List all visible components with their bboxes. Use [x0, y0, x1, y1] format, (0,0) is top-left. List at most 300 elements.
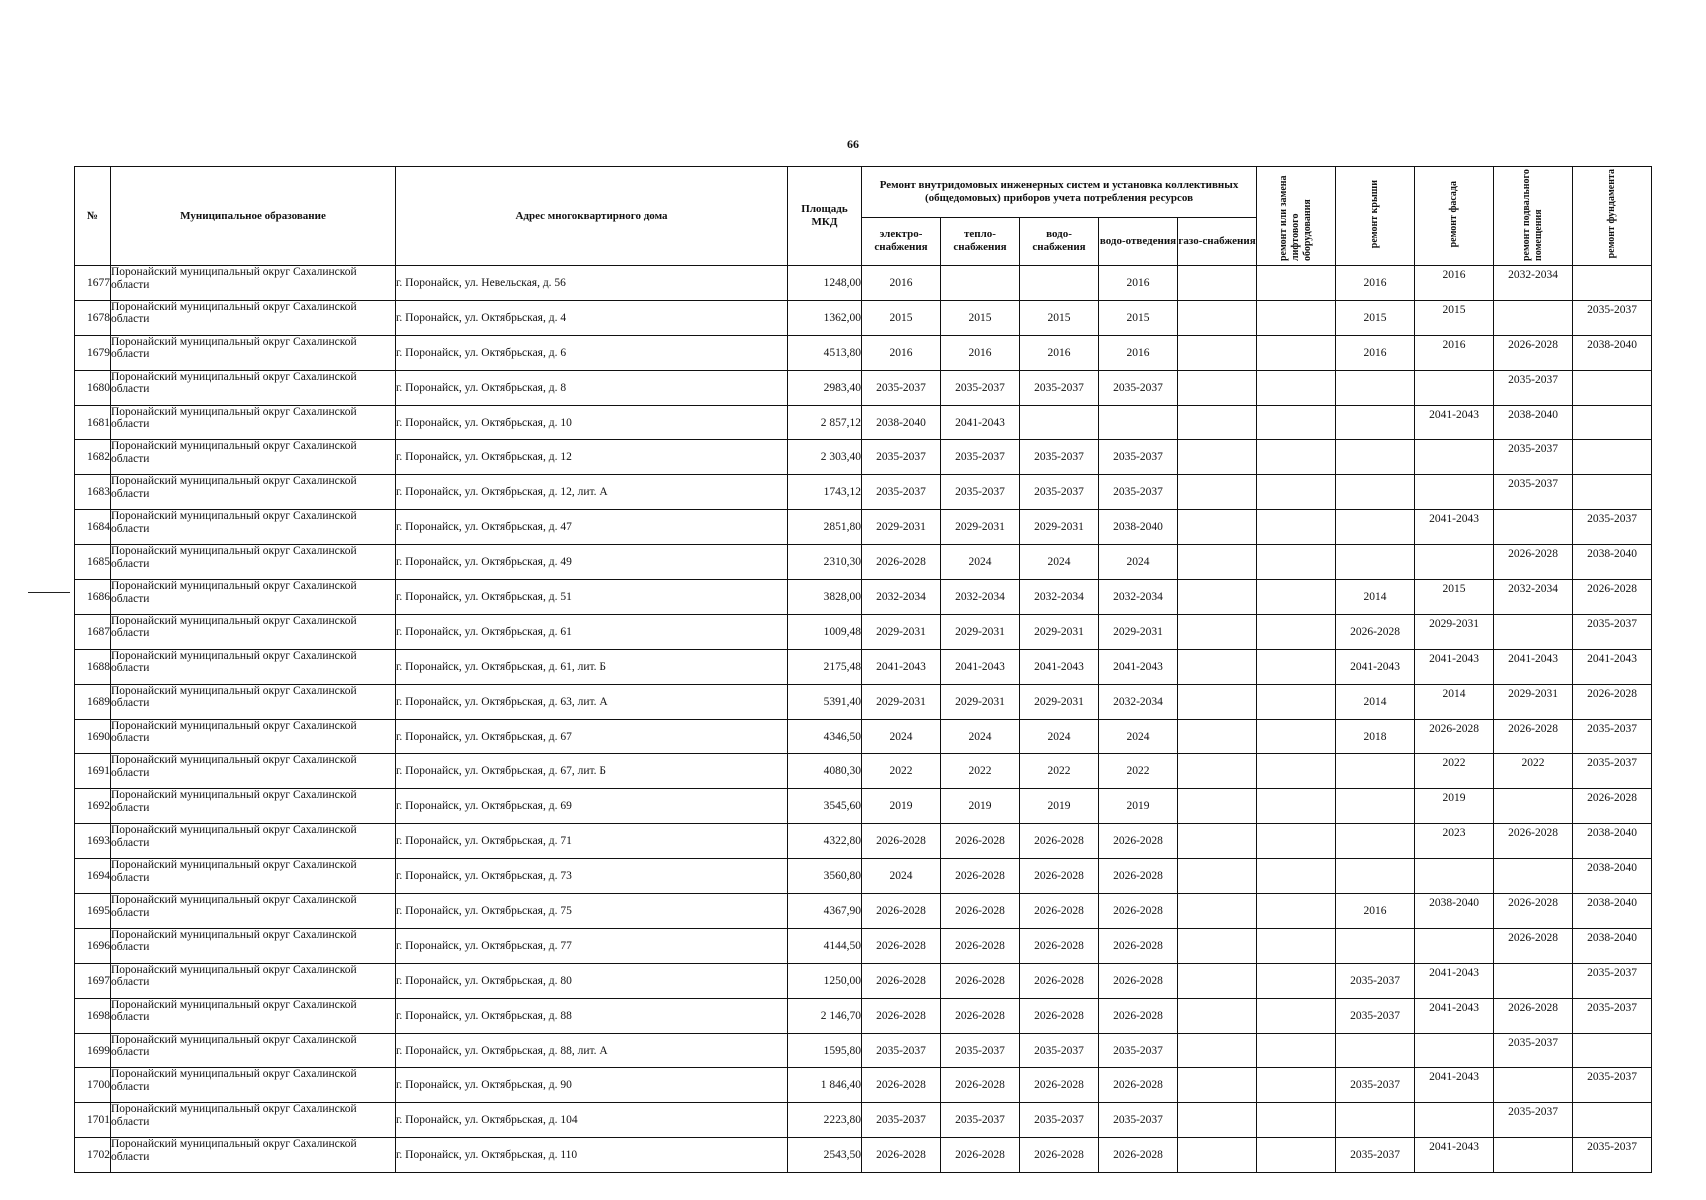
- facade-cell: 2041-2043: [1415, 998, 1494, 1033]
- area-cell: 1248,00: [788, 266, 862, 301]
- sewage-cell: 2035-2037: [1099, 1103, 1178, 1138]
- sewage-cell: 2015: [1099, 300, 1178, 335]
- address-cell: г. Поронайск, ул. Октябрьская, д. 12, лит. А: [396, 475, 788, 510]
- facade-cell: 2022: [1415, 754, 1494, 789]
- roof-cell: [1336, 1103, 1415, 1138]
- row-number: 1692: [75, 789, 111, 824]
- table-row: [75, 1103, 1652, 1138]
- sewage-cell: 2026-2028: [1099, 963, 1178, 998]
- heat-cell: 2041-2043: [941, 405, 1020, 440]
- table-row: [75, 894, 1652, 929]
- heat-cell: [941, 266, 1020, 301]
- foundation-cell: [1573, 1103, 1652, 1138]
- heat-cell: 2024: [941, 719, 1020, 754]
- electricity-cell: 2032-2034: [862, 580, 941, 615]
- basement-cell: 2035-2037: [1494, 1103, 1573, 1138]
- municipality-cell: Поронайский муниципальный округ Сахалинской области: [111, 754, 396, 789]
- table-body: [75, 266, 1652, 1173]
- area-cell: 3545,60: [788, 789, 862, 824]
- area-cell: 3828,00: [788, 580, 862, 615]
- header-address: Адрес многоквартирного дома: [396, 167, 788, 266]
- foundation-cell: [1573, 440, 1652, 475]
- area-cell: 4322,80: [788, 824, 862, 859]
- electricity-cell: 2016: [862, 266, 941, 301]
- water-cell: 2019: [1020, 789, 1099, 824]
- electricity-cell: 2019: [862, 789, 941, 824]
- gas-cell: [1178, 859, 1257, 894]
- water-cell: 2022: [1020, 754, 1099, 789]
- water-cell: 2029-2031: [1020, 510, 1099, 545]
- facade-cell: 2041-2043: [1415, 510, 1494, 545]
- elevator-cell: [1257, 1138, 1336, 1173]
- row-number: 1684: [75, 510, 111, 545]
- area-cell: 4080,30: [788, 754, 862, 789]
- row-number: 1700: [75, 1068, 111, 1103]
- row-number: 1679: [75, 335, 111, 370]
- sewage-cell: 2026-2028: [1099, 894, 1178, 929]
- electricity-cell: 2035-2037: [862, 1103, 941, 1138]
- table-row: [75, 1033, 1652, 1068]
- table-row: [75, 510, 1652, 545]
- sewage-cell: 2026-2028: [1099, 824, 1178, 859]
- basement-cell: 2026-2028: [1494, 928, 1573, 963]
- foundation-cell: [1573, 370, 1652, 405]
- row-number: 1680: [75, 370, 111, 405]
- area-cell: 2310,30: [788, 545, 862, 580]
- basement-cell: [1494, 510, 1573, 545]
- basement-cell: 2026-2028: [1494, 335, 1573, 370]
- heat-cell: 2026-2028: [941, 894, 1020, 929]
- address-cell: г. Поронайск, ул. Октябрьская, д. 110: [396, 1138, 788, 1173]
- water-cell: 2024: [1020, 719, 1099, 754]
- header-facade-label: ремонт фасада: [1448, 180, 1460, 248]
- facade-cell: 2016: [1415, 335, 1494, 370]
- water-cell: 2026-2028: [1020, 1068, 1099, 1103]
- municipality-cell: Поронайский муниципальный округ Сахалинской области: [111, 684, 396, 719]
- sewage-cell: 2035-2037: [1099, 1033, 1178, 1068]
- foundation-cell: 2035-2037: [1573, 754, 1652, 789]
- header-roof: [1336, 167, 1415, 266]
- water-cell: 2015: [1020, 300, 1099, 335]
- table-row: [75, 370, 1652, 405]
- gas-cell: [1178, 1068, 1257, 1103]
- gas-cell: [1178, 545, 1257, 580]
- heat-cell: 2015: [941, 300, 1020, 335]
- roof-cell: [1336, 789, 1415, 824]
- sewage-cell: 2032-2034: [1099, 580, 1178, 615]
- facade-cell: [1415, 545, 1494, 580]
- sewage-cell: 2035-2037: [1099, 370, 1178, 405]
- area-cell: 4346,50: [788, 719, 862, 754]
- row-number: 1691: [75, 754, 111, 789]
- municipality-cell: Поронайский муниципальный округ Сахалинской области: [111, 1068, 396, 1103]
- facade-cell: 2019: [1415, 789, 1494, 824]
- row-number: 1693: [75, 824, 111, 859]
- area-cell: 1743,12: [788, 475, 862, 510]
- basement-cell: 2041-2043: [1494, 649, 1573, 684]
- area-cell: 2223,80: [788, 1103, 862, 1138]
- elevator-cell: [1257, 545, 1336, 580]
- heat-cell: 2026-2028: [941, 1138, 1020, 1173]
- foundation-cell: 2035-2037: [1573, 614, 1652, 649]
- basement-cell: 2026-2028: [1494, 545, 1573, 580]
- facade-cell: [1415, 1033, 1494, 1068]
- address-cell: г. Поронайск, ул. Октябрьская, д. 61, лит. Б: [396, 649, 788, 684]
- water-cell: 2041-2043: [1020, 649, 1099, 684]
- heat-cell: 2026-2028: [941, 1068, 1020, 1103]
- electricity-cell: 2024: [862, 719, 941, 754]
- roof-cell: [1336, 475, 1415, 510]
- address-cell: г. Поронайск, ул. Октябрьская, д. 47: [396, 510, 788, 545]
- sewage-cell: 2019: [1099, 789, 1178, 824]
- area-cell: 1362,00: [788, 300, 862, 335]
- facade-cell: [1415, 928, 1494, 963]
- heat-cell: 2024: [941, 545, 1020, 580]
- electricity-cell: 2026-2028: [862, 928, 941, 963]
- municipality-cell: Поронайский муниципальный округ Сахалинской области: [111, 789, 396, 824]
- sewage-cell: 2026-2028: [1099, 1068, 1178, 1103]
- row-number: 1701: [75, 1103, 111, 1138]
- foundation-cell: 2035-2037: [1573, 300, 1652, 335]
- electricity-cell: 2026-2028: [862, 1138, 941, 1173]
- water-cell: 2035-2037: [1020, 475, 1099, 510]
- municipality-cell: Поронайский муниципальный округ Сахалинской области: [111, 300, 396, 335]
- address-cell: г. Поронайск, ул. Октябрьская, д. 88: [396, 998, 788, 1033]
- facade-cell: 2023: [1415, 824, 1494, 859]
- elevator-cell: [1257, 1068, 1336, 1103]
- gas-cell: [1178, 510, 1257, 545]
- address-cell: г. Поронайск, ул. Октябрьская, д. 75: [396, 894, 788, 929]
- elevator-cell: [1257, 928, 1336, 963]
- foundation-cell: 2035-2037: [1573, 510, 1652, 545]
- gas-cell: [1178, 928, 1257, 963]
- address-cell: г. Поронайск, ул. Октябрьская, д. 63, лит. А: [396, 684, 788, 719]
- sewage-cell: 2026-2028: [1099, 928, 1178, 963]
- water-cell: 2029-2031: [1020, 684, 1099, 719]
- water-cell: 2026-2028: [1020, 859, 1099, 894]
- electricity-cell: 2016: [862, 335, 941, 370]
- heat-cell: 2035-2037: [941, 440, 1020, 475]
- row-number: 1688: [75, 649, 111, 684]
- address-cell: г. Поронайск, ул. Октябрьская, д. 6: [396, 335, 788, 370]
- header-roof-label: ремонт крыши: [1369, 179, 1381, 249]
- foundation-cell: [1573, 405, 1652, 440]
- header-heat: тепло-снабжения: [941, 217, 1020, 265]
- address-cell: г. Поронайск, ул. Октябрьская, д. 67, лит. Б: [396, 754, 788, 789]
- municipality-cell: Поронайский муниципальный округ Сахалинской области: [111, 859, 396, 894]
- water-cell: 2035-2037: [1020, 1033, 1099, 1068]
- roof-cell: 2041-2043: [1336, 649, 1415, 684]
- gas-cell: [1178, 894, 1257, 929]
- address-cell: г. Поронайск, ул. Октябрьская, д. 90: [396, 1068, 788, 1103]
- elevator-cell: [1257, 684, 1336, 719]
- address-cell: г. Поронайск, ул. Октябрьская, д. 67: [396, 719, 788, 754]
- heat-cell: 2026-2028: [941, 963, 1020, 998]
- electricity-cell: 2026-2028: [862, 1068, 941, 1103]
- foundation-cell: [1573, 1033, 1652, 1068]
- row-number: 1697: [75, 963, 111, 998]
- roof-cell: 2035-2037: [1336, 998, 1415, 1033]
- heat-cell: 2035-2037: [941, 475, 1020, 510]
- sewage-cell: [1099, 405, 1178, 440]
- roof-cell: 2035-2037: [1336, 1138, 1415, 1173]
- header-facade: [1415, 167, 1494, 266]
- row-number: 1685: [75, 545, 111, 580]
- gas-cell: [1178, 719, 1257, 754]
- area-cell: 4144,50: [788, 928, 862, 963]
- electricity-cell: 2035-2037: [862, 475, 941, 510]
- table-row: [75, 545, 1652, 580]
- gas-cell: [1178, 684, 1257, 719]
- gas-cell: [1178, 335, 1257, 370]
- address-cell: г. Поронайск, ул. Невельская, д. 56: [396, 266, 788, 301]
- sewage-cell: 2038-2040: [1099, 510, 1178, 545]
- heat-cell: 2026-2028: [941, 998, 1020, 1033]
- roof-cell: [1336, 405, 1415, 440]
- basement-cell: [1494, 1138, 1573, 1173]
- municipality-cell: Поронайский муниципальный округ Сахалинской области: [111, 335, 396, 370]
- basement-cell: 2022: [1494, 754, 1573, 789]
- roof-cell: 2035-2037: [1336, 1068, 1415, 1103]
- foundation-cell: 2035-2037: [1573, 998, 1652, 1033]
- sewage-cell: 2024: [1099, 719, 1178, 754]
- table-row: [75, 440, 1652, 475]
- facade-cell: 2026-2028: [1415, 719, 1494, 754]
- basement-cell: 2035-2037: [1494, 475, 1573, 510]
- roof-cell: [1336, 545, 1415, 580]
- address-cell: г. Поронайск, ул. Октябрьская, д. 88, лит. А: [396, 1033, 788, 1068]
- elevator-cell: [1257, 300, 1336, 335]
- area-cell: 2 857,12: [788, 405, 862, 440]
- water-cell: 2029-2031: [1020, 614, 1099, 649]
- foundation-cell: 2035-2037: [1573, 1068, 1652, 1103]
- facade-cell: 2041-2043: [1415, 963, 1494, 998]
- table-row: [75, 300, 1652, 335]
- water-cell: 2026-2028: [1020, 1138, 1099, 1173]
- table-row: [75, 859, 1652, 894]
- row-number: 1695: [75, 894, 111, 929]
- gas-cell: [1178, 789, 1257, 824]
- table-row: [75, 928, 1652, 963]
- area-cell: 1 846,40: [788, 1068, 862, 1103]
- elevator-cell: [1257, 370, 1336, 405]
- table-row: [75, 266, 1652, 301]
- gas-cell: [1178, 963, 1257, 998]
- row-number: 1699: [75, 1033, 111, 1068]
- roof-cell: [1336, 1033, 1415, 1068]
- electricity-cell: 2022: [862, 754, 941, 789]
- water-cell: 2026-2028: [1020, 998, 1099, 1033]
- roof-cell: [1336, 859, 1415, 894]
- roof-cell: 2016: [1336, 335, 1415, 370]
- basement-cell: 2035-2037: [1494, 370, 1573, 405]
- electricity-cell: 2029-2031: [862, 510, 941, 545]
- water-cell: 2026-2028: [1020, 963, 1099, 998]
- row-number: 1698: [75, 998, 111, 1033]
- header-num: №: [75, 167, 111, 266]
- facade-cell: [1415, 475, 1494, 510]
- header-engineering-group: Ремонт внутридомовых инженерных систем и установка коллективных (общедомовых) приборов учета потребления ресурсов: [862, 167, 1257, 218]
- municipality-cell: Поронайский муниципальный округ Сахалинской области: [111, 440, 396, 475]
- electricity-cell: 2026-2028: [862, 824, 941, 859]
- facade-cell: 2029-2031: [1415, 614, 1494, 649]
- row-number: 1702: [75, 1138, 111, 1173]
- foundation-cell: 2038-2040: [1573, 824, 1652, 859]
- roof-cell: [1336, 824, 1415, 859]
- gas-cell: [1178, 614, 1257, 649]
- area-cell: 2175,48: [788, 649, 862, 684]
- municipality-cell: Поронайский муниципальный округ Сахалинской области: [111, 510, 396, 545]
- elevator-cell: [1257, 998, 1336, 1033]
- header-basement-label: ремонт подвального помещения: [1521, 169, 1545, 261]
- elevator-cell: [1257, 789, 1336, 824]
- municipality-cell: Поронайский муниципальный округ Сахалинской области: [111, 894, 396, 929]
- address-cell: г. Поронайск, ул. Октябрьская, д. 10: [396, 405, 788, 440]
- foundation-cell: 2035-2037: [1573, 1138, 1652, 1173]
- heat-cell: 2029-2031: [941, 614, 1020, 649]
- electricity-cell: 2026-2028: [862, 545, 941, 580]
- table-row: [75, 1138, 1652, 1173]
- elevator-cell: [1257, 510, 1336, 545]
- area-cell: 1250,00: [788, 963, 862, 998]
- table-row: [75, 580, 1652, 615]
- elevator-cell: [1257, 859, 1336, 894]
- elevator-cell: [1257, 719, 1336, 754]
- heat-cell: 2022: [941, 754, 1020, 789]
- foundation-cell: 2026-2028: [1573, 684, 1652, 719]
- table-row: [75, 754, 1652, 789]
- municipality-cell: Поронайский муниципальный округ Сахалинской области: [111, 719, 396, 754]
- electricity-cell: 2035-2037: [862, 1033, 941, 1068]
- basement-cell: [1494, 859, 1573, 894]
- table-row: [75, 1068, 1652, 1103]
- sewage-cell: 2035-2037: [1099, 440, 1178, 475]
- roof-cell: [1336, 510, 1415, 545]
- roof-cell: 2014: [1336, 684, 1415, 719]
- facade-cell: 2038-2040: [1415, 894, 1494, 929]
- basement-cell: 2026-2028: [1494, 824, 1573, 859]
- row-number: 1696: [75, 928, 111, 963]
- heat-cell: 2026-2028: [941, 824, 1020, 859]
- heat-cell: 2029-2031: [941, 684, 1020, 719]
- electricity-cell: 2026-2028: [862, 894, 941, 929]
- elevator-cell: [1257, 614, 1336, 649]
- area-cell: 2851,80: [788, 510, 862, 545]
- foundation-cell: 2035-2037: [1573, 963, 1652, 998]
- area-cell: 1009,48: [788, 614, 862, 649]
- facade-cell: [1415, 859, 1494, 894]
- area-cell: 2983,40: [788, 370, 862, 405]
- sewage-cell: 2029-2031: [1099, 614, 1178, 649]
- gas-cell: [1178, 649, 1257, 684]
- address-cell: г. Поронайск, ул. Октябрьская, д. 8: [396, 370, 788, 405]
- municipality-cell: Поронайский муниципальный округ Сахалинской области: [111, 824, 396, 859]
- elevator-cell: [1257, 754, 1336, 789]
- foundation-cell: 2038-2040: [1573, 928, 1652, 963]
- municipality-cell: Поронайский муниципальный округ Сахалинской области: [111, 1138, 396, 1173]
- facade-cell: 2015: [1415, 300, 1494, 335]
- heat-cell: 2016: [941, 335, 1020, 370]
- area-cell: 2 303,40: [788, 440, 862, 475]
- facade-cell: 2041-2043: [1415, 649, 1494, 684]
- municipality-cell: Поронайский муниципальный округ Сахалинской области: [111, 475, 396, 510]
- area-cell: 2 146,70: [788, 998, 862, 1033]
- address-cell: г. Поронайск, ул. Октябрьская, д. 12: [396, 440, 788, 475]
- basement-cell: 2026-2028: [1494, 894, 1573, 929]
- basement-cell: [1494, 789, 1573, 824]
- header-gas: газо-снабжения: [1178, 217, 1257, 265]
- municipality-cell: Поронайский муниципальный округ Сахалинской области: [111, 266, 396, 301]
- basement-cell: 2026-2028: [1494, 719, 1573, 754]
- area-cell: 1595,80: [788, 1033, 862, 1068]
- elevator-cell: [1257, 1103, 1336, 1138]
- facade-cell: 2016: [1415, 266, 1494, 301]
- gas-cell: [1178, 754, 1257, 789]
- table-row: [75, 824, 1652, 859]
- foundation-cell: 2038-2040: [1573, 859, 1652, 894]
- facade-cell: 2041-2043: [1415, 1068, 1494, 1103]
- address-cell: г. Поронайск, ул. Октябрьская, д. 77: [396, 928, 788, 963]
- area-cell: 4513,80: [788, 335, 862, 370]
- elevator-cell: [1257, 335, 1336, 370]
- facade-cell: [1415, 1103, 1494, 1138]
- foundation-cell: 2026-2028: [1573, 580, 1652, 615]
- sewage-cell: 2026-2028: [1099, 859, 1178, 894]
- page-number: 66: [847, 137, 859, 151]
- facade-cell: [1415, 370, 1494, 405]
- foundation-cell: [1573, 266, 1652, 301]
- municipality-cell: Поронайский муниципальный округ Сахалинской области: [111, 614, 396, 649]
- foundation-cell: [1573, 475, 1652, 510]
- row-number: 1683: [75, 475, 111, 510]
- heat-cell: 2035-2037: [941, 1033, 1020, 1068]
- table-row: [75, 649, 1652, 684]
- municipality-cell: Поронайский муниципальный округ Сахалинской области: [111, 580, 396, 615]
- municipality-cell: Поронайский муниципальный округ Сахалинской области: [111, 928, 396, 963]
- water-cell: 2035-2037: [1020, 440, 1099, 475]
- basement-cell: 2032-2034: [1494, 266, 1573, 301]
- roof-cell: [1336, 754, 1415, 789]
- table-row: [75, 475, 1652, 510]
- roof-cell: [1336, 440, 1415, 475]
- municipality-cell: Поронайский муниципальный округ Сахалинской области: [111, 1033, 396, 1068]
- gas-cell: [1178, 1103, 1257, 1138]
- header-area: Площадь МКД: [788, 167, 862, 266]
- row-number: 1686: [75, 580, 111, 615]
- municipality-cell: Поронайский муниципальный округ Сахалинской области: [111, 963, 396, 998]
- address-cell: г. Поронайск, ул. Октябрьская, д. 104: [396, 1103, 788, 1138]
- elevator-cell: [1257, 894, 1336, 929]
- header-electricity: электро-снабжения: [862, 217, 941, 265]
- heat-cell: 2041-2043: [941, 649, 1020, 684]
- foundation-cell: 2038-2040: [1573, 335, 1652, 370]
- basement-cell: 2035-2037: [1494, 440, 1573, 475]
- address-cell: г. Поронайск, ул. Октябрьская, д. 4: [396, 300, 788, 335]
- gas-cell: [1178, 266, 1257, 301]
- facade-cell: 2041-2043: [1415, 1138, 1494, 1173]
- roof-cell: 2035-2037: [1336, 963, 1415, 998]
- gas-cell: [1178, 475, 1257, 510]
- electricity-cell: 2041-2043: [862, 649, 941, 684]
- electricity-cell: 2026-2028: [862, 998, 941, 1033]
- roof-cell: 2016: [1336, 894, 1415, 929]
- basement-cell: 2026-2028: [1494, 998, 1573, 1033]
- elevator-cell: [1257, 475, 1336, 510]
- address-cell: г. Поронайск, ул. Октябрьская, д. 61: [396, 614, 788, 649]
- table-row: [75, 405, 1652, 440]
- address-cell: г. Поронайск, ул. Октябрьская, д. 51: [396, 580, 788, 615]
- sewage-cell: 2022: [1099, 754, 1178, 789]
